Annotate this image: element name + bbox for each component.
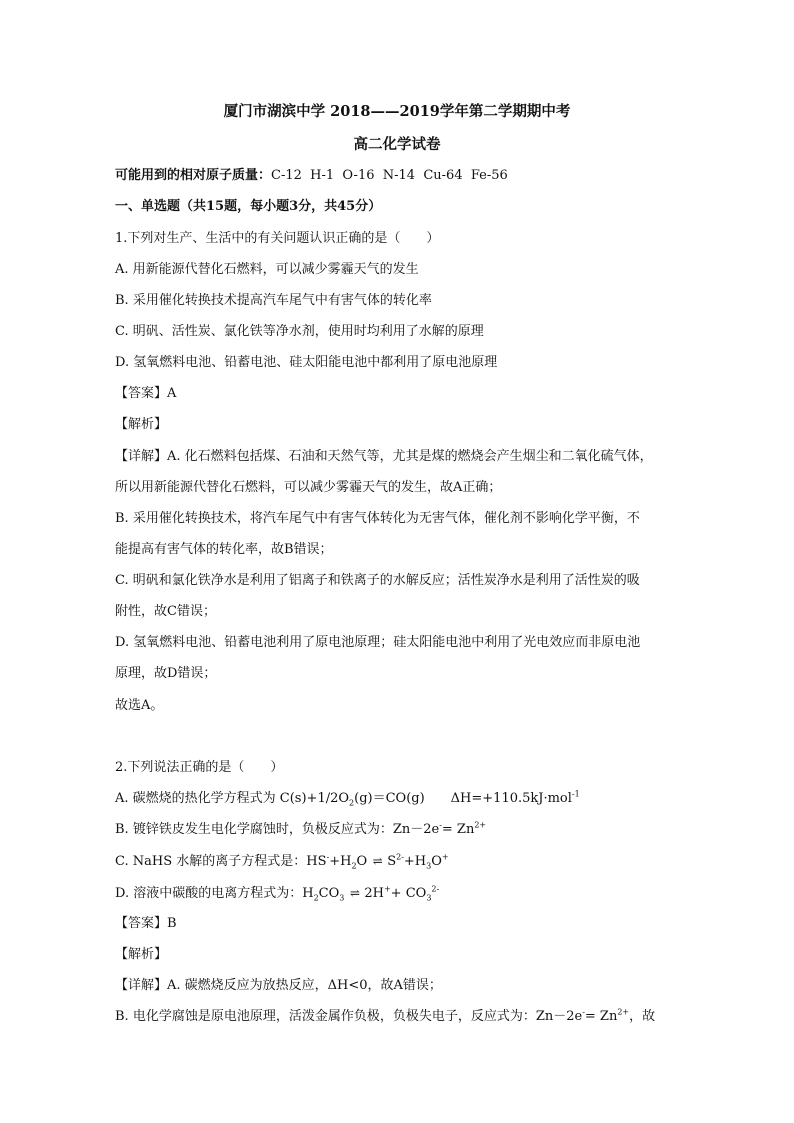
- q2-option-d: D. 溶液中碳酸的电离方程式为：$H_2CO_3$ ⇌ $2H^++ CO_3^{2-}$: [115, 884, 440, 903]
- atomic-masses-label: 可能用到的相对原子质量：: [115, 168, 272, 183]
- q2-option-a: A. 碳燃烧的热化学方程式为 $C(s)+1/2O_2(g)=CO(g)$ ΔH=+110.5kJ·mol$^{-1}$: [115, 789, 580, 808]
- q1-option-a: A. 用新能源代替化石燃料，可以减少雾霾天气的发生: [115, 262, 419, 277]
- q2-stem: 2.下列说法正确的是（ ）: [115, 760, 284, 775]
- q1-detail-line: D. 氢氧燃料电池、铅蓄电池利用了原电池原理；硅太阳能电池中利用了光电效应而非原电池: [115, 635, 641, 650]
- section-heading: 一、单选题（共15题，每小题3分，共45分）: [115, 199, 382, 214]
- q1-detail-line: B. 采用催化转换技术，将汽车尾气中有害气体转化为无害气体，催化剂不影响化学平衡，不: [115, 511, 640, 526]
- equilibrium-arrow-icon: ⇌: [349, 886, 359, 900]
- q2-detail-a: 【详解】A. 碳燃烧反应为放热反应，ΔH<0，故A错误；: [115, 978, 442, 993]
- q1-detail-line: C. 明矾和氯化铁净水是利用了铝离子和铁离子的水解反应；活性炭净水是利用了活性炭的吸: [115, 573, 640, 588]
- q1-conclusion: 故选A。: [115, 698, 164, 713]
- q2-analysis-label: 【解析】: [115, 947, 168, 962]
- q1-answer: 【答案】A: [115, 386, 177, 401]
- q1-option-c: C. 明矾、活性炭、氯化铁等净水剂，使用时均利用了水解的原理: [115, 324, 484, 339]
- q1-detail-line: 原理，故D错误；: [115, 666, 217, 681]
- q2-option-b: B. 镀锌铁皮发生电化学腐蚀时，负极反应式为：$Zn-2e^-= Zn^{2+}$: [115, 820, 487, 837]
- q1-detail-line: 【详解】A. 化石燃料包括煤、石油和天然气等，尤其是煤的燃烧会产生烟尘和二氧化硫气体，: [115, 449, 653, 464]
- q2-detail-b: B. 电化学腐蚀是原电池原理，活泼金属作负极，负极失电子，反应式为：$Zn-2e^-= Zn^{2+}$，故: [115, 1007, 656, 1024]
- q1-analysis-label: 【解析】: [115, 417, 168, 432]
- q1-option-b: B. 采用催化转换技术提高汽车尾气中有害气体的转化率: [115, 293, 432, 308]
- q1-detail-line: 能提高有害气体的转化率，故B错误；: [115, 542, 333, 557]
- q2-answer: 【答案】B: [115, 916, 177, 931]
- q1-option-d: D. 氢氧燃料电池、铅蓄电池、硅太阳能电池中都利用了原电池原理: [115, 355, 498, 370]
- q2-option-c: C. NaHS 水解的离子方程式是：$HS^-+H_2O$ ⇌ $S^{2-}+H_3O^+$: [115, 852, 449, 871]
- atomic-masses-values: C-12 H-1 O-16 N-14 Cu-64 Fe-56: [271, 168, 508, 183]
- document-title: 厦门市湖滨中学 2018——2019学年第二学期期中考: [223, 103, 571, 120]
- equilibrium-arrow-icon: ⇌: [372, 854, 382, 868]
- document-subtitle: 高二化学试卷: [353, 136, 441, 153]
- q1-detail-line: 附性，故C错误；: [115, 604, 216, 619]
- atomic-masses-line: [115, 167, 508, 185]
- q1-stem: 1.下列对生产、生活中的有关问题认识正确的是（ ）: [115, 231, 440, 246]
- q1-detail-line: 所以用新能源代替化石燃料，可以减少雾霾天气的发生，故A正确；: [115, 480, 502, 495]
